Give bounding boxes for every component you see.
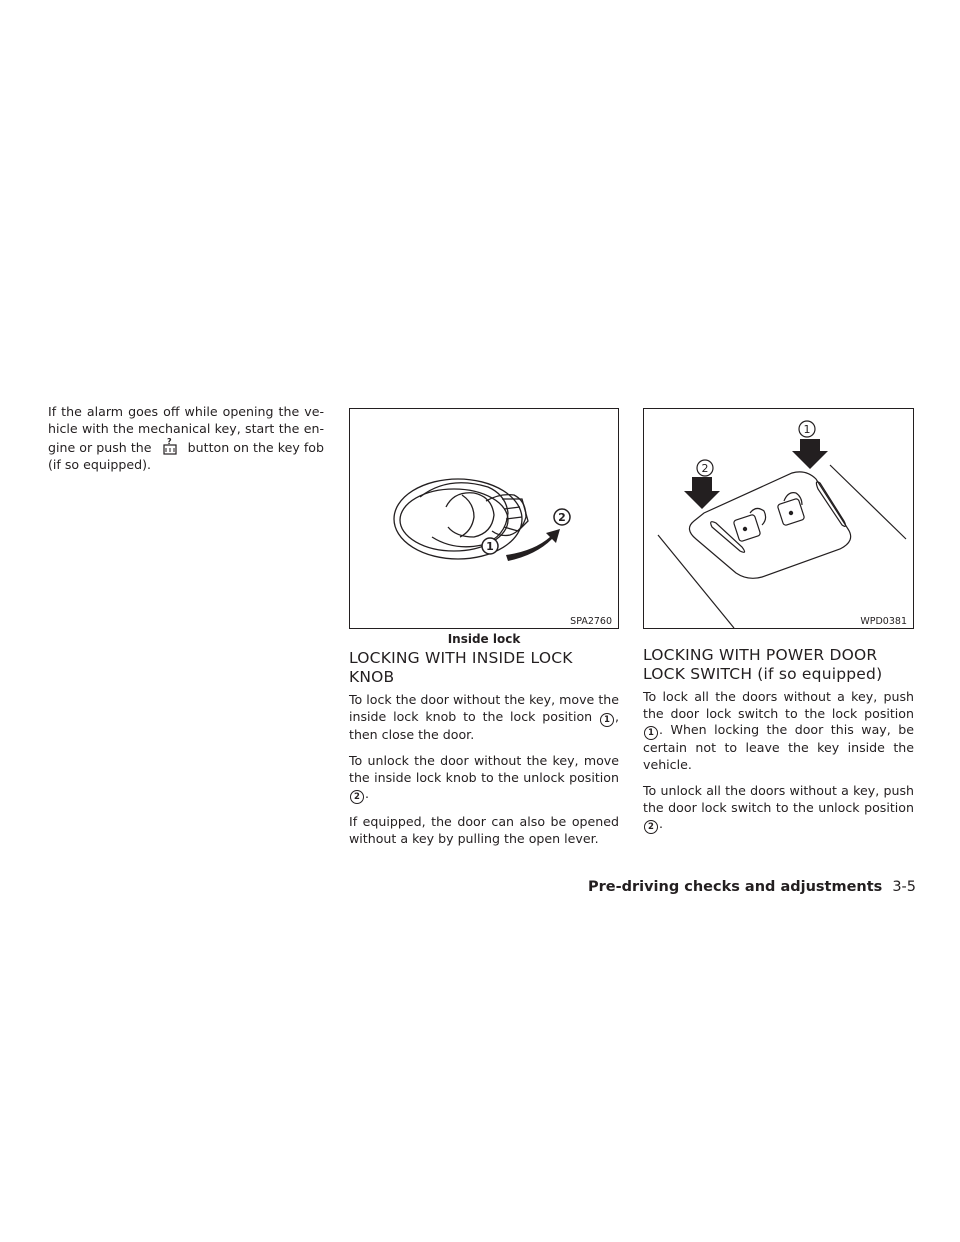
- figure-code: WPD0381: [860, 616, 907, 627]
- svg-text:2: 2: [558, 511, 566, 524]
- section-title: Pre-driving checks and adjustments: [587, 879, 883, 895]
- callout-1-marker: [799, 421, 815, 437]
- alarm-column: [48, 404, 324, 483]
- position-2-marker: 2: [644, 820, 658, 834]
- figure-caption: Inside lock: [447, 632, 521, 646]
- position-2-marker: 2: [350, 790, 364, 804]
- figure-code: SPA2760: [570, 616, 612, 627]
- page-number: 3-5: [892, 879, 916, 895]
- arrow-unlock: [684, 477, 720, 509]
- callout-2-marker: [697, 460, 713, 476]
- position-1-marker: 1: [600, 713, 614, 727]
- svg-text:1: 1: [803, 423, 811, 436]
- unlock-instructions: To unlock the door without the key, move the inside lock knob to the unlock position 2 .: [349, 753, 619, 802]
- alarm-text-end: button on the key fob (if so equipped).: [48, 440, 324, 472]
- position-1-marker: 1: [644, 726, 658, 740]
- power-lock-figure: [643, 408, 914, 629]
- open-lever-note: If equipped, the door can also be opened without a key by pulling the open lever.: [349, 814, 619, 846]
- lock-instructions: To lock the door without the key, move the inside lock knob to the lock position 1 , then close the door.: [349, 692, 619, 742]
- power-lock-illustration: [644, 409, 913, 628]
- callout-2-marker: [554, 509, 570, 525]
- arrow-lock: [792, 439, 828, 469]
- inside-lock-heading: LOCKING WITH INSIDE LOCK KNOB: [349, 649, 573, 686]
- page-footer: [0, 878, 916, 896]
- panic-button-icon: [156, 437, 184, 455]
- inside-lock-column: [349, 408, 619, 857]
- alarm-paragraph: [48, 404, 324, 473]
- callout-1-marker: [482, 538, 498, 554]
- svg-text:1: 1: [486, 540, 494, 553]
- inside-lock-figure: [349, 408, 619, 629]
- svg-text:?: ?: [166, 437, 172, 446]
- power-lock-instructions: To lock all the doors without a key, push the door lock switch to the lock position 1 . When locking the door this way, be certain not to leave the key inside the vehicle.: [643, 689, 914, 772]
- power-unlock-instructions: To unlock all the doors without a key, push the door lock switch to the unlock position 2 .: [643, 783, 914, 832]
- power-lock-column: [643, 408, 914, 844]
- power-lock-heading: LOCKING WITH POWER DOOR LOCK SWITCH (if so equipped): [643, 646, 883, 683]
- svg-text:2: 2: [701, 462, 709, 475]
- inside-lock-illustration: [350, 409, 618, 628]
- alarm-text-start: If the alarm goes off while opening the ve-hicle with the mechanical key, start the en-gine or push the: [48, 404, 324, 455]
